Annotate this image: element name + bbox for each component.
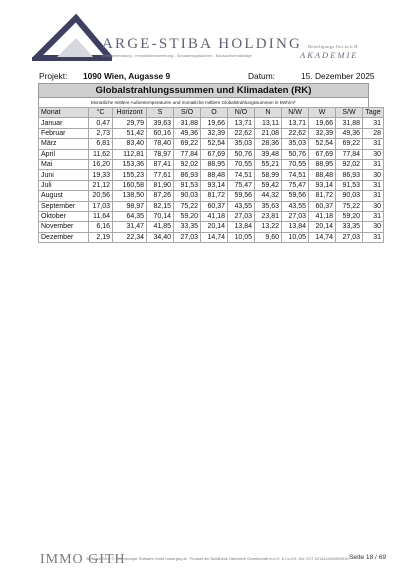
table-subtitle: Monatliche mittlere Außentemperaturen und monatliche mittlere Globalstrahlungssummen in kWh/m² <box>38 98 369 107</box>
value-cell: 31 <box>363 232 384 242</box>
value-cell: 88,48 <box>309 170 336 180</box>
value-cell: 10,05 <box>228 232 255 242</box>
value-cell: 87,26 <box>147 191 174 201</box>
value-cell: 81,90 <box>147 180 174 190</box>
value-cell: 44,32 <box>255 191 282 201</box>
project-label: Projekt: <box>39 71 68 81</box>
column-header: S/W <box>336 108 363 118</box>
value-cell: 70,55 <box>228 159 255 169</box>
value-cell: 39,48 <box>255 149 282 159</box>
value-cell: 90,03 <box>336 191 363 201</box>
value-cell: 20,14 <box>309 222 336 232</box>
value-cell: 17,03 <box>89 201 113 211</box>
column-header: Horizont <box>113 108 147 118</box>
value-cell: 81,72 <box>201 191 228 201</box>
date-label: Datum: <box>248 71 275 81</box>
value-cell: 6,81 <box>89 139 113 149</box>
value-cell: 59,42 <box>255 180 282 190</box>
value-cell: 14,74 <box>201 232 228 242</box>
value-cell: 21,12 <box>89 180 113 190</box>
value-cell: 30 <box>363 201 384 211</box>
value-cell: 31 <box>363 180 384 190</box>
value-cell: 55,21 <box>255 159 282 169</box>
value-cell: 13,84 <box>228 222 255 232</box>
value-cell: 41,85 <box>147 222 174 232</box>
value-cell: 88,48 <box>201 170 228 180</box>
table-body <box>39 118 384 243</box>
value-cell: 88,95 <box>309 159 336 169</box>
value-cell: 31,47 <box>113 222 147 232</box>
value-cell: 31,88 <box>174 118 201 128</box>
value-cell: 33,35 <box>174 222 201 232</box>
value-cell: 70,14 <box>147 211 174 221</box>
month-cell: Dezember <box>39 232 89 242</box>
value-cell: 11,64 <box>89 211 113 221</box>
value-cell: 33,35 <box>336 222 363 232</box>
value-cell: 69,22 <box>174 139 201 149</box>
month-cell: Juni <box>39 170 89 180</box>
value-cell: 50,76 <box>282 149 309 159</box>
value-cell: 91,53 <box>174 180 201 190</box>
value-cell: 98,97 <box>113 201 147 211</box>
brand-name: ARGE-STIBA HOLDING Beteiligungs Ges.m.b.H. <box>102 36 360 52</box>
value-cell: 28 <box>363 128 384 138</box>
value-cell: 67,69 <box>201 149 228 159</box>
value-cell: 43,55 <box>228 201 255 211</box>
brand-tagline: Energieberatung - Immobilienbewertung - Schadensgutachten - Bausachverständige <box>102 53 252 58</box>
value-cell: 30 <box>363 149 384 159</box>
project-line <box>39 71 379 83</box>
value-cell: 77,84 <box>174 149 201 159</box>
value-cell: 75,47 <box>228 180 255 190</box>
brand-name-small: Beteiligungs Ges.m.b.H. <box>307 44 360 49</box>
value-cell: 88,95 <box>201 159 228 169</box>
month-cell: April <box>39 149 89 159</box>
value-cell: 35,03 <box>228 139 255 149</box>
value-cell: 9,60 <box>255 232 282 242</box>
table-row <box>39 201 384 211</box>
page-number: Seite 18 / 69 <box>349 554 387 561</box>
climate-data-table <box>38 107 384 243</box>
value-cell: 27,03 <box>282 211 309 221</box>
table-row <box>39 211 384 221</box>
company-logo <box>32 12 382 62</box>
value-cell: 13,11 <box>255 118 282 128</box>
table-row <box>39 159 384 169</box>
value-cell: 91,53 <box>336 180 363 190</box>
value-cell: 22,62 <box>282 128 309 138</box>
value-cell: 13,71 <box>228 118 255 128</box>
value-cell: 16,20 <box>89 159 113 169</box>
value-cell: 92,02 <box>336 159 363 169</box>
value-cell: 41,18 <box>309 211 336 221</box>
table-row <box>39 191 384 201</box>
month-cell: März <box>39 139 89 149</box>
month-cell: Juli <box>39 180 89 190</box>
value-cell: 64,35 <box>113 211 147 221</box>
column-header: O <box>201 108 228 118</box>
month-cell: August <box>39 191 89 201</box>
column-header: S/O <box>174 108 201 118</box>
value-cell: 34,40 <box>147 232 174 242</box>
value-cell: 78,97 <box>147 149 174 159</box>
column-header: W <box>309 108 336 118</box>
value-cell: 49,36 <box>336 128 363 138</box>
month-cell: November <box>39 222 89 232</box>
value-cell: 75,22 <box>174 201 201 211</box>
climate-table <box>38 83 381 243</box>
value-cell: 27,03 <box>228 211 255 221</box>
value-cell: 49,36 <box>174 128 201 138</box>
value-cell: 77,61 <box>147 170 174 180</box>
value-cell: 22,34 <box>113 232 147 242</box>
value-cell: 22,62 <box>228 128 255 138</box>
month-cell: Mai <box>39 159 89 169</box>
value-cell: 13,84 <box>282 222 309 232</box>
value-cell: 60,37 <box>309 201 336 211</box>
value-cell: 77,84 <box>336 149 363 159</box>
value-cell: 74,51 <box>282 170 309 180</box>
value-cell: 27,03 <box>174 232 201 242</box>
value-cell: 20,56 <box>89 191 113 201</box>
value-cell: 81,72 <box>309 191 336 201</box>
value-cell: 10,05 <box>282 232 309 242</box>
month-cell: Januar <box>39 118 89 128</box>
value-cell: 0,47 <box>89 118 113 128</box>
value-cell: 75,22 <box>336 201 363 211</box>
month-cell: September <box>39 201 89 211</box>
value-cell: 21,08 <box>255 128 282 138</box>
table-row <box>39 128 384 138</box>
table-row <box>39 232 384 242</box>
value-cell: 13,22 <box>255 222 282 232</box>
table-row <box>39 118 384 128</box>
value-cell: 70,55 <box>282 159 309 169</box>
date-value: 15. Dezember 2025 <box>301 71 375 81</box>
value-cell: 112,81 <box>113 149 147 159</box>
value-cell: 67,69 <box>309 149 336 159</box>
value-cell: 153,36 <box>113 159 147 169</box>
value-cell: 82,15 <box>147 201 174 211</box>
footer-logo: IMMO GITH <box>40 552 126 567</box>
table-row <box>39 222 384 232</box>
value-cell: 35,63 <box>255 201 282 211</box>
triangle-logo-icon <box>32 12 112 62</box>
value-cell: 86,93 <box>336 170 363 180</box>
value-cell: 31 <box>363 211 384 221</box>
table-title: Globalstrahlungssummen und Klimadaten (RK) <box>38 83 369 98</box>
value-cell: 30 <box>363 170 384 180</box>
value-cell: 52,54 <box>201 139 228 149</box>
value-cell: 31 <box>363 159 384 169</box>
value-cell: 31,88 <box>336 118 363 128</box>
value-cell: 86,93 <box>174 170 201 180</box>
column-header: N/W <box>282 108 309 118</box>
value-cell: 83,40 <box>113 139 147 149</box>
value-cell: 43,55 <box>282 201 309 211</box>
value-cell: 41,18 <box>201 211 228 221</box>
value-cell: 51,42 <box>113 128 147 138</box>
value-cell: 20,14 <box>201 222 228 232</box>
table-row <box>39 180 384 190</box>
value-cell: 11,62 <box>89 149 113 159</box>
column-header: N <box>255 108 282 118</box>
table-header-row <box>39 108 384 118</box>
value-cell: 31 <box>363 191 384 201</box>
value-cell: 19,33 <box>89 170 113 180</box>
column-header: Tage <box>363 108 384 118</box>
footer-text: Software GEQ © Zehentmayer Software GmbH www.geq.at · Produkt der BuildDesk Österreich Gesellschaft m.b.H. & Co.KG, Snr. ECT-2018112600009316 <box>86 557 349 561</box>
value-cell: 28,36 <box>255 139 282 149</box>
value-cell: 90,03 <box>174 191 201 201</box>
value-cell: 92,02 <box>174 159 201 169</box>
value-cell: 74,51 <box>228 170 255 180</box>
table-row <box>39 149 384 159</box>
value-cell: 58,99 <box>255 170 282 180</box>
value-cell: 160,58 <box>113 180 147 190</box>
value-cell: 59,56 <box>282 191 309 201</box>
value-cell: 75,47 <box>282 180 309 190</box>
value-cell: 31 <box>363 118 384 128</box>
project-name: 1090 Wien, Augasse 9 <box>83 71 171 81</box>
value-cell: 29,79 <box>113 118 147 128</box>
value-cell: 59,20 <box>174 211 201 221</box>
value-cell: 6,16 <box>89 222 113 232</box>
value-cell: 59,20 <box>336 211 363 221</box>
value-cell: 78,40 <box>147 139 174 149</box>
value-cell: 32,39 <box>201 128 228 138</box>
value-cell: 52,54 <box>309 139 336 149</box>
value-cell: 59,56 <box>228 191 255 201</box>
value-cell: 2,19 <box>89 232 113 242</box>
value-cell: 30 <box>363 222 384 232</box>
value-cell: 13,71 <box>282 118 309 128</box>
column-header: S <box>147 108 174 118</box>
value-cell: 69,22 <box>336 139 363 149</box>
value-cell: 19,66 <box>309 118 336 128</box>
value-cell: 87,41 <box>147 159 174 169</box>
month-cell: Oktober <box>39 211 89 221</box>
value-cell: 2,73 <box>89 128 113 138</box>
value-cell: 138,50 <box>113 191 147 201</box>
column-header: °C <box>89 108 113 118</box>
value-cell: 50,76 <box>228 149 255 159</box>
value-cell: 32,39 <box>309 128 336 138</box>
value-cell: 35,03 <box>282 139 309 149</box>
value-cell: 39,63 <box>147 118 174 128</box>
month-cell: Februar <box>39 128 89 138</box>
value-cell: 14,74 <box>309 232 336 242</box>
value-cell: 60,37 <box>201 201 228 211</box>
value-cell: 93,14 <box>201 180 228 190</box>
table-row <box>39 170 384 180</box>
value-cell: 19,66 <box>201 118 228 128</box>
value-cell: 31 <box>363 139 384 149</box>
brand-academy: AKADEMIE <box>300 50 359 60</box>
column-header: N/O <box>228 108 255 118</box>
value-cell: 155,23 <box>113 170 147 180</box>
table-row <box>39 139 384 149</box>
value-cell: 93,14 <box>309 180 336 190</box>
column-header: Monat <box>39 108 89 118</box>
value-cell: 60,16 <box>147 128 174 138</box>
value-cell: 23,81 <box>255 211 282 221</box>
value-cell: 27,03 <box>336 232 363 242</box>
